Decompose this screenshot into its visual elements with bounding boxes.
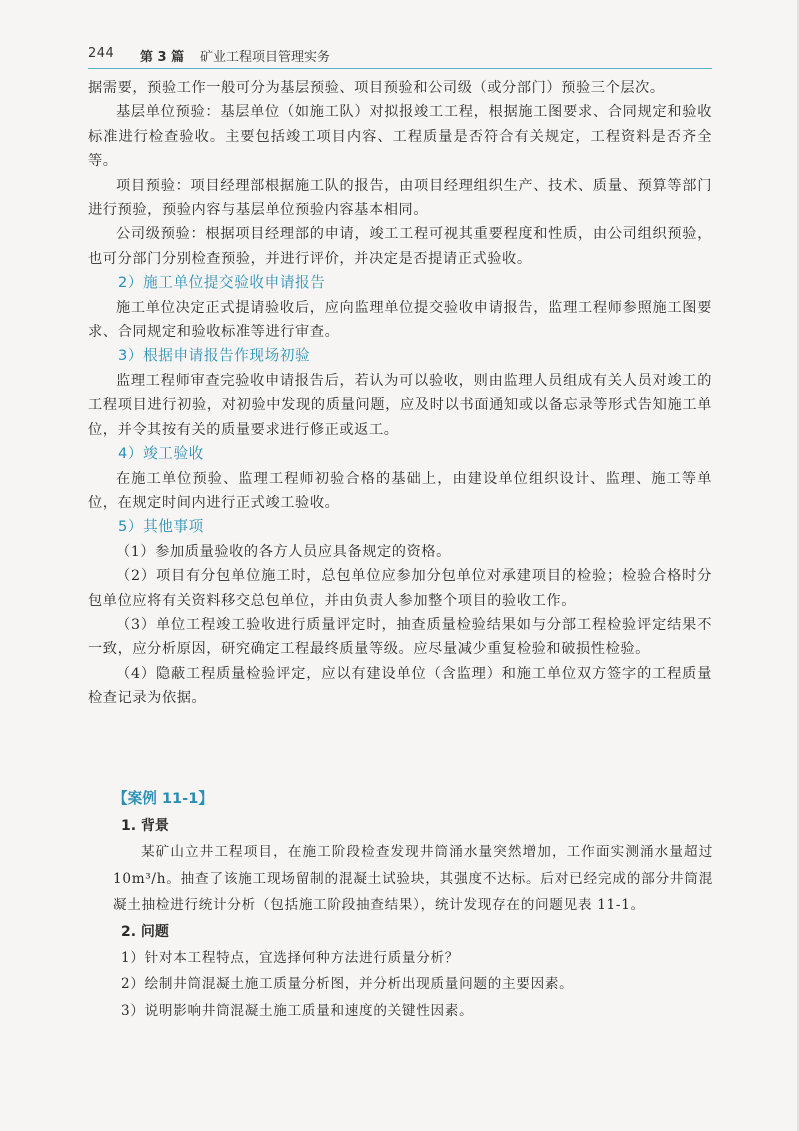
main-text (88, 76, 712, 711)
case-study (113, 787, 713, 1024)
page-header (88, 40, 712, 69)
book-title: 矿业工程项目管理实务 (200, 50, 331, 65)
question-item: 2）绘制井筒混凝土施工质量分析图，并分析出现质量问题的主要因素。 (121, 976, 574, 992)
paragraph: 公司级预验：根据项目经理部的申请，竣工工程可视其重要程度和性质，由公司组织预验，也可分部门分别检查预验，并进行评价，并决定是否提请正式验收。 (88, 226, 712, 267)
section-heading: 2）施工单位提交验收申请报告 (118, 274, 326, 292)
section-heading: 4）竣工验收 (118, 445, 204, 463)
list-item: （1）参加质量验收的各方人员应具备规定的资格。 (116, 543, 451, 560)
question-item: 1）针对本工程特点，宜选择何种方法进行质量分析？ (121, 949, 460, 966)
list-item: （4）隐蔽工程质量检验评定，应以有建设单位（含监理）和施工单位双方签字的工程质量检查记录为依据。 (88, 665, 712, 707)
paragraph: 在施工单位预验、监理工程师初验合格的基础上，由建设单位组织设计、监理、施工等单位，在规定时间内进行正式竣工验收。 (88, 470, 712, 511)
list-item: （2）项目有分包单位施工时，总包单位应参加分包单位对承建项目的检验；检验合格时分包单位应将有关资料移交总包单位，并由负责人参加整个项目的验收工作。 (88, 568, 712, 609)
case-title: 【案例 11-1】 (113, 790, 213, 807)
paragraph: 基层单位预验：基层单位（如施工队）对拟报竣工工程，根据施工图要求、合同规定和验收标准进行检查验收。主要包括竣工项目内容、工程质量是否符合有关规定，工程资料是否齐全等。 (88, 104, 712, 170)
paragraph: 项目预验：项目经理部根据施工队的报告，由项目经理组织生产、技术、质量、预算等部门进行预验，预验内容与基层单位预验内容基本相同。 (88, 177, 712, 219)
paragraph: 监理工程师审查完验收申请报告后，若认为可以验收，则由监理人员组成有关人员对竣工的工程项目进行初验，对初验中发现的质量问题，应及时以书面通知或以备忘录等形式告知施工单位，并令其按有关的质量要求进行修正或返工。 (88, 372, 712, 438)
question-item: 3）说明影响井筒混凝土施工质量和速度的关键性因素。 (121, 1002, 474, 1019)
part-label: 第 3 篇 (140, 50, 185, 65)
list-item: （3）单位工程竣工验收进行质量评定时，抽查质量检验结果如与分部工程检验评定结果不一致，应分析原因，研究确定工程最终质量等级。应尽量减少重复检验和破损性检验。 (88, 616, 712, 658)
page-number: 244 (88, 46, 115, 61)
paragraph: 施工单位决定正式提请验收后，应向监理单位提交验收申请报告，监理工程师参照施工图要求、合同规定和验收标准等进行审查。 (88, 299, 712, 341)
case-question-heading: 2. 问题 (121, 923, 169, 940)
case-background-text: 某矿山立井工程项目，在施工阶段检查发现井筒涌水量突然增加，工作面实测涌水量超过 10m³/h。抽查了该施工现场留制的混凝土试验块，其强度不达标。后对已经完成的部分井筒混凝土抽检进行统计分析（包括施工阶段抽查结果），统计发现存在的问题见表 11-1。 (113, 844, 713, 913)
paragraph: 据需要，预验工作一般可分为基层预验、项目预验和公司级（或分部门）预验三个层次。 (88, 80, 665, 96)
section-heading: 3）根据申请报告作现场初验 (118, 347, 311, 365)
section-heading: 5）其他事项 (118, 518, 204, 536)
case-background-heading: 1. 背景 (121, 818, 169, 834)
